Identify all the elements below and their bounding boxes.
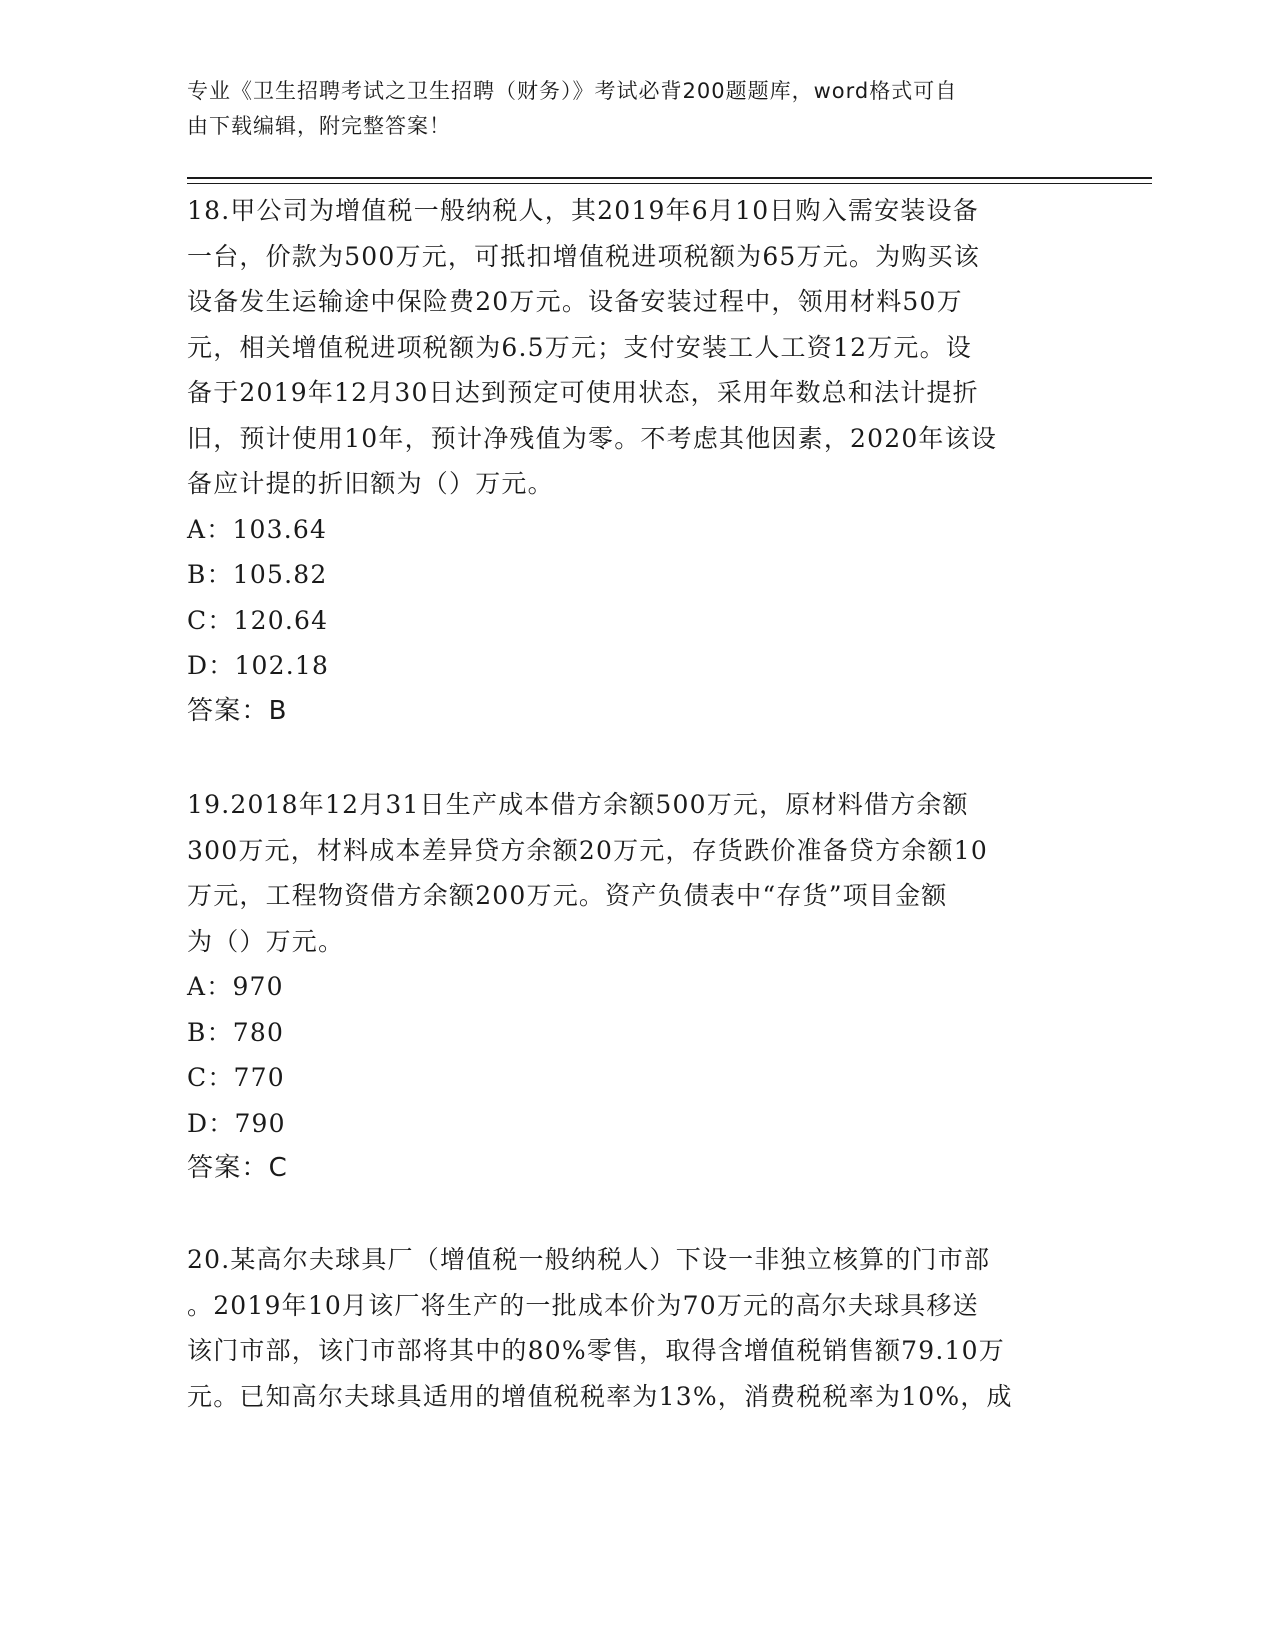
header-divider-thick bbox=[187, 177, 1152, 179]
option-b: B：780 bbox=[187, 1017, 285, 1047]
question-text: 20.某高尔夫球具厂（增值税一般纳税人）下设一非独立核算的门市部 。2019年10月该厂将生产的一批成本价为70万元的高尔夫球具移送 该门市部，该门市部将其中的80%零售，取得含增值税销售额79.10万 元。已知高尔夫球具适用的增值税税率为13%，消费税税率为10%，成 bbox=[187, 1245, 1013, 1411]
header-divider-thin bbox=[187, 183, 1152, 184]
question-text: 18.甲公司为增值税一般纳税人，其2019年6月10日购入需安装设备 一台，价款为500万元，可抵扣增值税进项税额为65万元。为购买该 设备发生运输途中保险费20万元。设备安装过程中，领用材料50万 元，相关增值税进项税额为6.5万元；支付安装工人工资12万元。设 备于2019年12月30日达到预定可使用状态，采用年数总和法计提折 旧，预计使用10年，预计净残值为零。不考虑其他因素，2020年该设 备应计提的折旧额为（）万元。 bbox=[187, 196, 998, 498]
option-b: B：105.82 bbox=[187, 560, 328, 589]
option-d: D：790 bbox=[187, 1108, 286, 1138]
answer-label: 答案：B bbox=[187, 695, 288, 726]
question-20 bbox=[187, 1237, 1082, 1419]
option-a: A：103.64 bbox=[187, 514, 328, 544]
option-c: C：770 bbox=[187, 1063, 285, 1092]
document-header bbox=[187, 74, 1067, 144]
option-a: A：970 bbox=[187, 972, 284, 1001]
question-text: 19.2018年12月31日生产成本借方余额500万元，原材料借方余额 300万元，材料成本差异贷方余额20万元，存货跌价准备贷方余额10 万元，工程物资借方余额200万元。资产负债表中“存货”项目金额 为（）万元。 bbox=[187, 790, 988, 956]
question-19 bbox=[187, 782, 1082, 1192]
answer-label: 答案：C bbox=[187, 1153, 288, 1183]
option-c: C：120.64 bbox=[187, 605, 329, 635]
option-d: D：102.18 bbox=[187, 651, 330, 680]
question-18 bbox=[187, 188, 1082, 734]
header-title: 专业《卫生招聘考试之卫生招聘（财务）》考试必背200题题库，word格式可自 由下载编辑，附完整答案！ bbox=[187, 79, 958, 138]
